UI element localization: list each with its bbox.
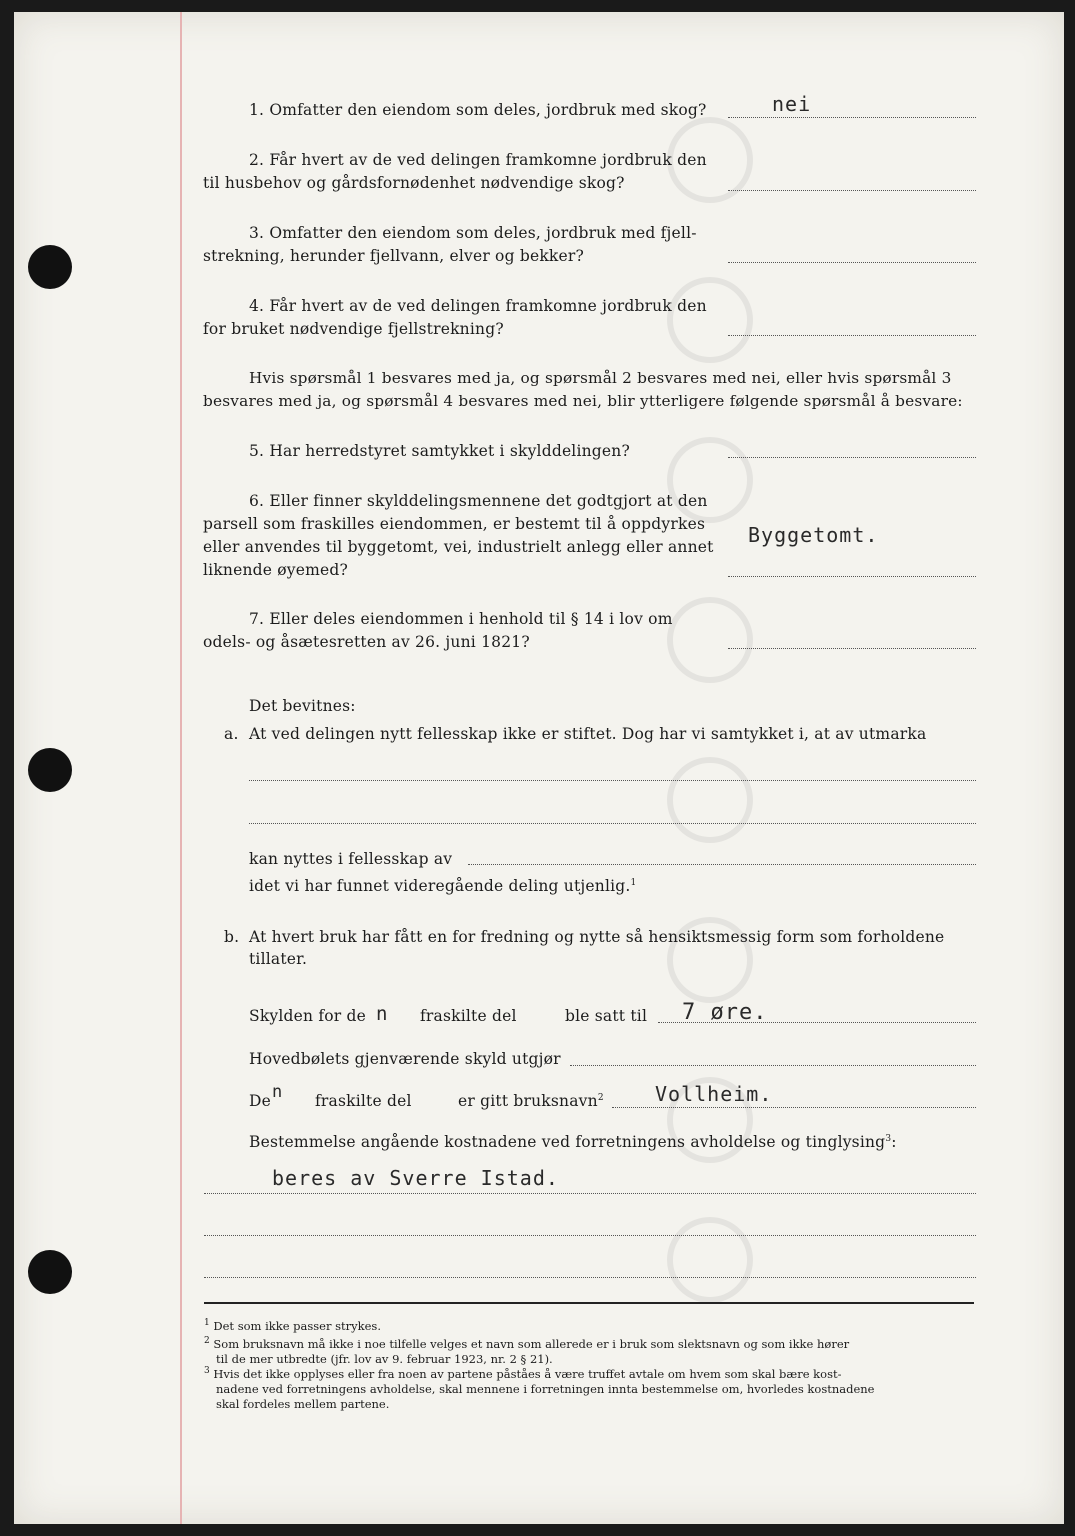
item-a-reason: idet vi har funnet videregående deling utjenlig.$^1$ bbox=[249, 877, 637, 895]
skyld-suffix: n bbox=[376, 1003, 389, 1025]
skyld-satt: ble satt til bbox=[565, 1007, 648, 1025]
question-2-line-1: 2. Får hvert av de ved delingen framkomne jordbruk den bbox=[249, 151, 707, 169]
condition-line-1: Hvis spørsmål 1 besvares med ja, og spørsmål 2 besvares med nei, eller hvis spørsmål 3 bbox=[249, 369, 952, 387]
item-b-line-2: tillater. bbox=[249, 950, 308, 968]
footnote-3-cont: skal fordeles mellem partene. bbox=[216, 1397, 390, 1411]
faint-stamp-watermark bbox=[640, 60, 780, 1310]
answer-line bbox=[204, 1193, 976, 1194]
answer-line bbox=[728, 190, 976, 191]
question-7-line-1: 7. Eller deles eiendommen i henhold til § 14 i lov om bbox=[249, 610, 673, 628]
blank-line bbox=[204, 1235, 976, 1236]
bruksnavn-value: Vollheim. bbox=[655, 1082, 773, 1106]
question-5: 5. Har herredstyret samtykket i skylddelingen? bbox=[249, 442, 630, 460]
answer-line bbox=[612, 1107, 976, 1108]
footnote-2-cont: til de mer utbredte (jfr. lov av 9. februar 1923, nr. 2 § 21). bbox=[216, 1352, 553, 1366]
blank-line bbox=[204, 1277, 976, 1278]
item-b-line-1: At hvert bruk har fått en for fredning og nytte så hensiktsmessig form som forholdene bbox=[249, 928, 945, 946]
footnote-rule bbox=[204, 1302, 974, 1304]
item-a-letter: a. bbox=[224, 725, 239, 743]
footnote-2: $^2$ Som bruksnavn må ikke i noe tilfelle velges et navn som allerede er i bruk som slektsnavn og som ikke hører bbox=[204, 1336, 850, 1351]
question-7-line-2: odels- og åsætesretten av 26. juni 1821? bbox=[203, 633, 530, 651]
question-4-line-2: for bruket nødvendige fjellstrekning? bbox=[203, 320, 504, 338]
skyld-value: 7 øre. bbox=[682, 1000, 768, 1025]
answer-q1: nei bbox=[772, 92, 812, 116]
footnote-3-cont: nadene ved forretningens avholdelse, skal mennene i forretningen innta bestemmelse om, hvorledes kostnadene bbox=[216, 1382, 875, 1396]
name-label-bruksnavn: er gitt bruksnavn$^2$ bbox=[458, 1092, 604, 1110]
name-label-fraskilt: fraskilte del bbox=[315, 1092, 412, 1110]
question-6-line-4: liknende øyemed? bbox=[203, 561, 349, 579]
item-a-text: At ved delingen nytt fellesskap ikke er stiftet. Dog har vi samtykket i, at av utmarka bbox=[249, 725, 927, 743]
cost-value: beres av Sverre Istad. bbox=[272, 1166, 559, 1190]
question-2-line-2: til husbehov og gårdsfornødenhet nødvendige skog? bbox=[203, 174, 625, 192]
punch-hole bbox=[28, 1250, 72, 1294]
footnote-3: $^3$ Hvis det ikke opplyses eller fra noen av partene påståes å være truffet avtale om hvem som skal bære kost- bbox=[204, 1366, 842, 1381]
margin-line bbox=[180, 12, 182, 1524]
question-3-line-2: strekning, herunder fjellvann, elver og bekker? bbox=[203, 247, 585, 265]
answer-line bbox=[728, 335, 976, 336]
question-6-line-3: eller anvendes til byggetomt, vei, industrielt anlegg eller annet bbox=[203, 538, 714, 556]
punch-hole bbox=[28, 748, 72, 792]
answer-line bbox=[728, 262, 976, 263]
answer-line bbox=[570, 1065, 976, 1066]
answer-line bbox=[728, 117, 976, 118]
item-b-letter: b. bbox=[224, 928, 240, 946]
answer-line bbox=[728, 457, 976, 458]
attest-heading: Det bevitnes: bbox=[249, 697, 356, 715]
question-4-line-1: 4. Får hvert av de ved delingen framkomne jordbruk den bbox=[249, 297, 707, 315]
question-1: 1. Omfatter den eiendom som deles, jordbruk med skog? bbox=[249, 101, 707, 119]
name-label-suffix: n bbox=[272, 1082, 284, 1102]
skyld-fraskilt: fraskilte del bbox=[420, 1007, 517, 1025]
footnote-1: $^1$ Det som ikke passer strykes. bbox=[204, 1318, 381, 1333]
answer-line bbox=[728, 576, 976, 577]
hovedbol-label: Hovedbølets gjenværende skyld utgjør bbox=[249, 1050, 561, 1068]
question-6-line-1: 6. Eller finner skylddelingsmennene det godtgjort at den bbox=[249, 492, 708, 510]
cost-label: Bestemmelse angående kostnadene ved forretningens avholdelse og tinglysing$^3$: bbox=[249, 1133, 897, 1151]
condition-line-2: besvares med ja, og spørsmål 4 besvares med nei, blir ytterligere følgende spørsmål å besvare: bbox=[203, 392, 963, 410]
blank-line bbox=[249, 780, 976, 781]
punch-hole bbox=[28, 245, 72, 289]
question-6-line-2: parsell som fraskilles eiendommen, er bestemt til å oppdyrkes bbox=[203, 515, 706, 533]
blank-line bbox=[249, 823, 976, 824]
skyld-label: Skylden for de bbox=[249, 1007, 367, 1025]
name-label-de: De bbox=[249, 1092, 272, 1110]
answer-line bbox=[658, 1022, 976, 1023]
question-3-line-1: 3. Omfatter den eiendom som deles, jordbruk med fjell- bbox=[249, 224, 697, 242]
answer-line bbox=[728, 648, 976, 649]
answer-q6: Byggetomt. bbox=[748, 523, 879, 547]
item-a-common-use: kan nyttes i fellesskap av bbox=[249, 850, 453, 868]
blank-line bbox=[468, 864, 976, 865]
